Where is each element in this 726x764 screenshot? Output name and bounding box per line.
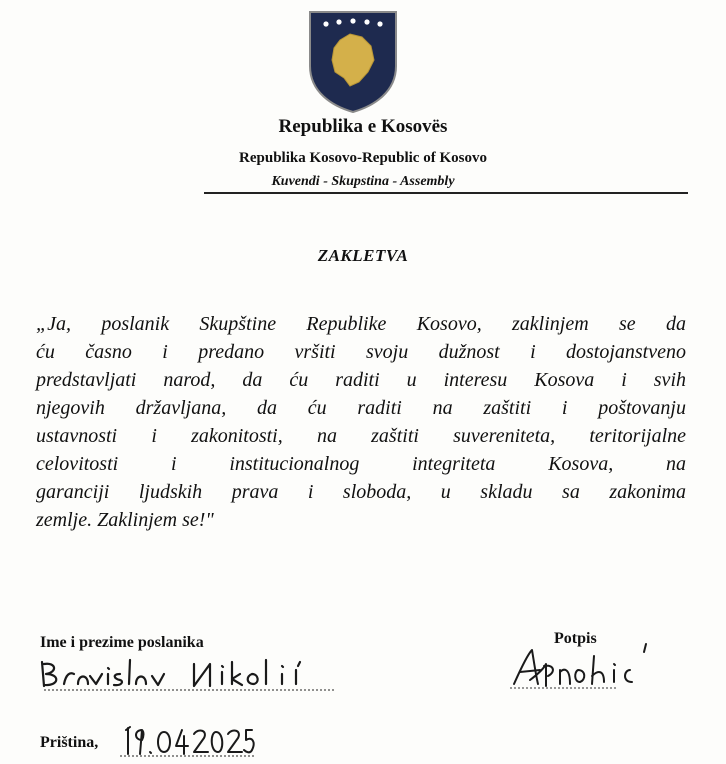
document-title: ZAKLETVA xyxy=(317,246,409,265)
header-assembly: Kuvendi - Skupstina - Assembly xyxy=(271,174,455,189)
member-name-label: Ime i prezime poslanika xyxy=(40,634,204,651)
handwritten-date-image xyxy=(118,722,258,760)
handwritten-signature-image xyxy=(508,636,658,696)
oath-line: garanciji ljudskih prava i sloboda, u skladu sa zakonima xyxy=(36,481,686,503)
oath-text xyxy=(36,310,686,534)
oath-line: zemlje. Zaklinjem se!" xyxy=(36,509,214,531)
signature-label: Potpis xyxy=(554,630,597,647)
oath-line: celovitosti i institucionalnog integriteta Kosova, na xyxy=(36,453,686,475)
oath-line: ustavnosti i zakonitosti, na zaštiti suvereniteta, teritorijalne xyxy=(36,425,686,447)
oath-line: ću časno i predano vršiti svoju dužnost i dostojanstveno xyxy=(36,341,686,363)
oath-line: predstavljati narod, da ću raditi u interesu Kosova i svih xyxy=(36,369,686,391)
handwritten-name-image xyxy=(34,652,334,696)
header-republic-albanian: Republika e Kosovës xyxy=(278,116,448,137)
header-republic-serbian-english: Republika Kosovo-Republic of Kosovo xyxy=(239,150,487,166)
oath-line: „Ja, poslanik Skupštine Republike Kosovo, zaklinjem se da xyxy=(36,313,686,335)
header-divider xyxy=(204,192,688,194)
coat-of-arms-emblem xyxy=(304,8,402,114)
oath-line: njegovih državljana, da ću raditi na zaštiti i poštovanju xyxy=(36,397,686,419)
place-label: Priština, xyxy=(40,734,99,751)
